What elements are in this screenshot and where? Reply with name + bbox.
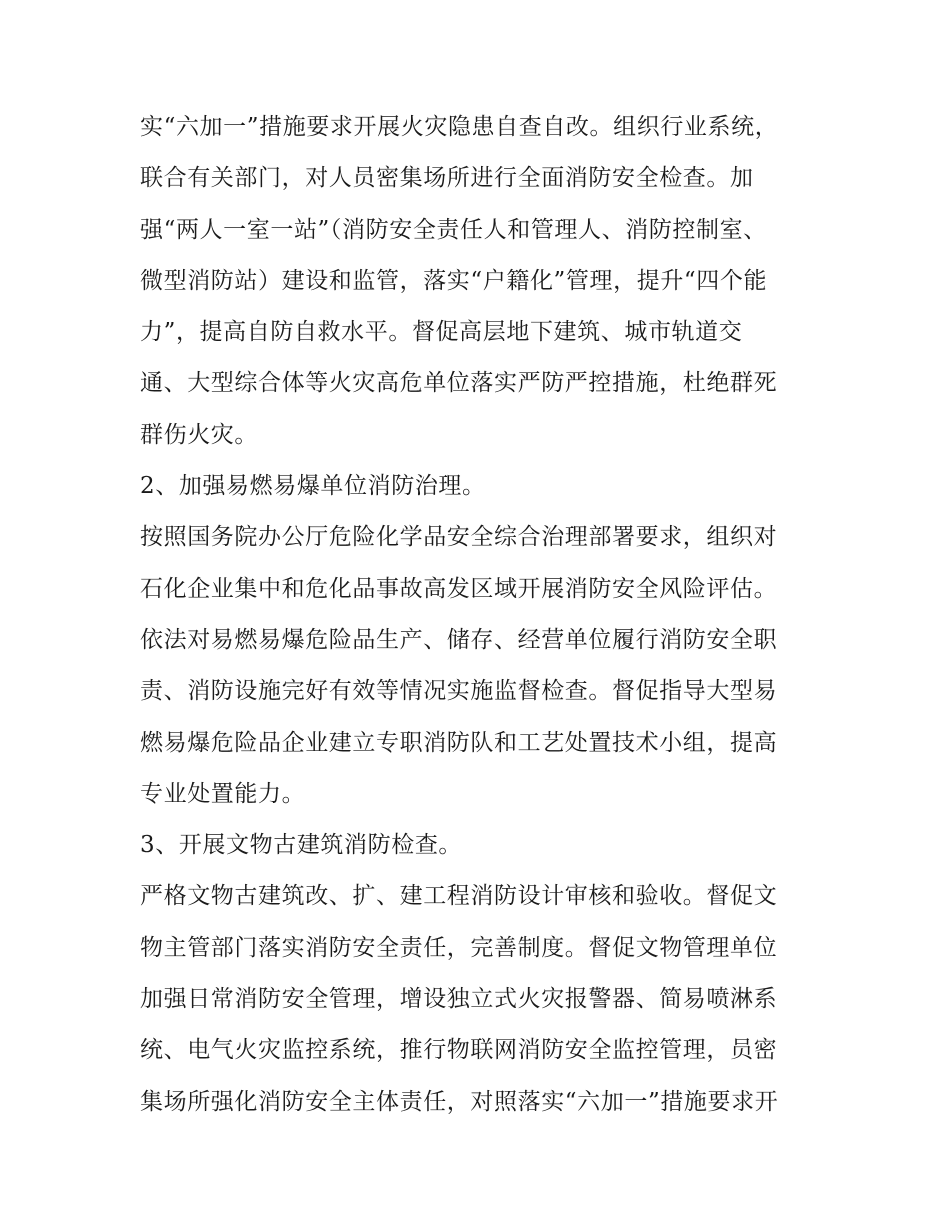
section-heading-3: 3、开展文物古建筑消防检查。 (140, 832, 463, 859)
section-3-paragraph-line: 加强日常消防安全管理，增设独立式火灾报警器、简易喷淋系 (140, 986, 778, 1013)
section-3-paragraph-line: 集场所强化消防安全主体责任，对照落实“六加一”措施要求开 (140, 1088, 779, 1115)
section-2-paragraph-line: 责、消防设施完好有效等情况实施监督检查。督促指导大型易 (140, 678, 778, 705)
section-2-paragraph-line: 石化企业集中和危化品事故高发区域开展消防安全风险评估。 (140, 575, 778, 602)
paragraph-continuation-line: 强“两人一室一站”（消防安全责任人和管理人、消防控制室、 (140, 216, 767, 243)
section-2-paragraph-line: 依法对易燃易爆危险品生产、储存、经营单位履行消防安全职 (140, 626, 778, 653)
paragraph-continuation-line: 实“六加一”措施要求开展火灾隐患自查自改。组织行业系统， (140, 114, 779, 140)
paragraph-continuation-line: 力”，提高自防自救水平。督促高层地下建筑、城市轨道交 (140, 319, 743, 346)
section-2-paragraph-line: 燃易爆危险品企业建立专职消防队和工艺处置技术小组，提高 (140, 729, 778, 756)
section-2-paragraph-line: 按照国务院办公厅危险化学品安全综合治理部署要求，组织对 (140, 524, 778, 551)
section-3-paragraph-line: 物主管部门落实消防安全责任，完善制度。督促文物管理单位 (140, 934, 778, 961)
paragraph-continuation-line: 群伤火灾。 (140, 421, 258, 448)
section-3-paragraph-line: 严格文物古建筑改、扩、建工程消防设计审核和验收。督促文 (140, 883, 778, 910)
paragraph-continuation-line: 通、大型综合体等火灾高危单位落实严防严控措施，杜绝群死 (140, 370, 778, 397)
document-body (140, 102, 820, 1128)
section-3-paragraph-line: 统、电气火灾监控系统，推行物联网消防安全监控管理，员密 (140, 1037, 778, 1064)
paragraph-continuation-line: 联合有关部门，对人员密集场所进行全面消防安全检查。加 (140, 165, 754, 192)
section-heading-2: 2、加强易燃易爆单位消防治理。 (140, 473, 486, 500)
section-2-paragraph-line: 专业处置能力。 (140, 780, 306, 807)
paragraph-continuation-line: 微型消防站）建设和监管，落实“户籍化”管理，提升“四个能 (140, 267, 768, 294)
